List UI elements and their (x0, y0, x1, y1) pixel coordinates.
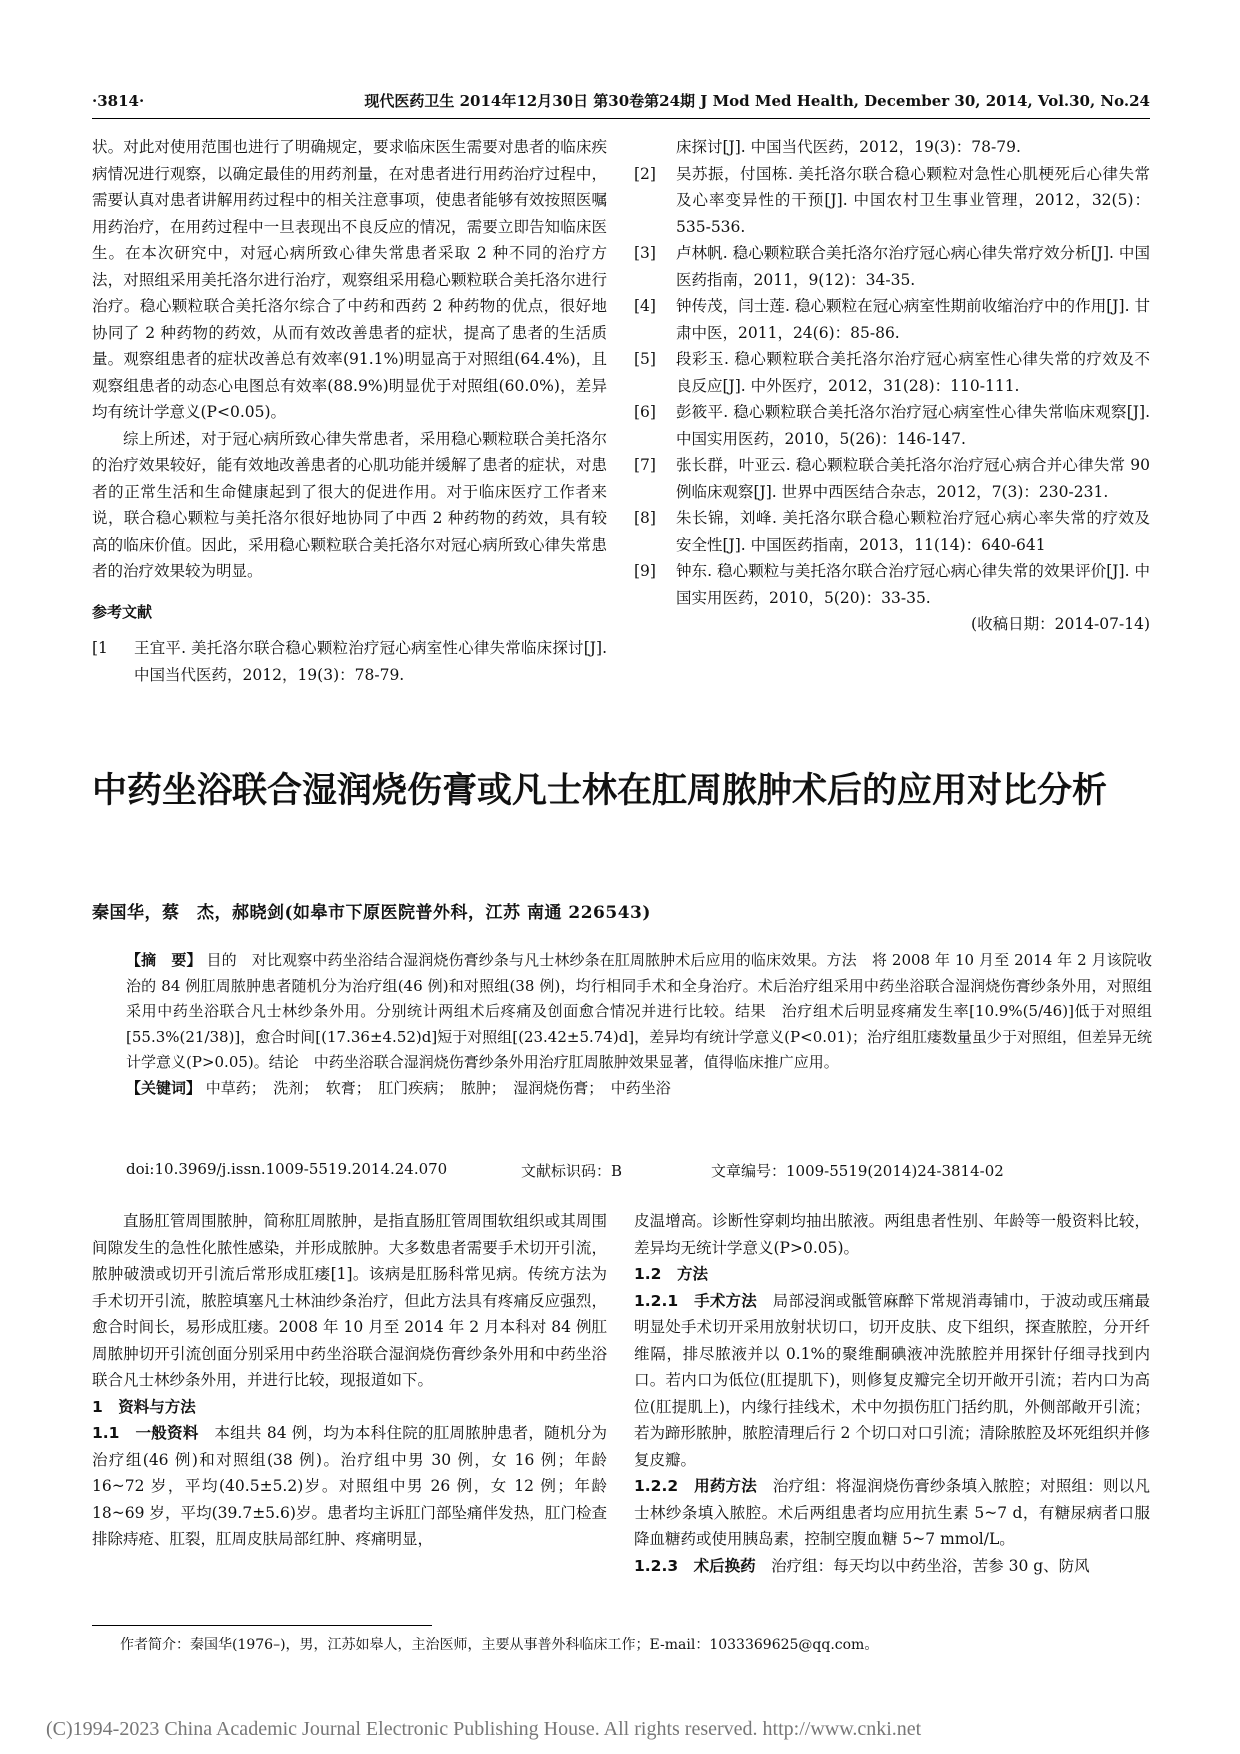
reference-text: 彭筱平. 稳心颗粒联合美托洛尔治疗冠心病室性心律失常临床观察[J]. 中国实用医药，2010，5(26)：146-147. (676, 403, 1150, 448)
reference-item (634, 452, 1150, 505)
document-code: 文献标识码：B (521, 1162, 623, 1180)
reference-number: [7] (634, 456, 656, 474)
reference-item (634, 399, 1150, 452)
reference-number: [3] (634, 244, 656, 262)
author-footnote: 作者简介：秦国华(1976–)，男，江苏如皋人，主治医师，主要从事普外科临床工作；E-mail：1033369625@qq.com。 (120, 1637, 879, 1653)
reference-text: 吴苏振，付国栋. 美托洛尔联合稳心颗粒对急性心肌梗死后心律失常及心率变异性的干预[J]. 中国农村卫生事业管理，2012，32(5)：535-536. (676, 164, 1150, 236)
reference-text: 钟传茂，闫士莲. 稳心颗粒在冠心病室性期前收缩治疗中的作用[J]. 甘肃中医，2011，24(6)：85-86. (676, 297, 1150, 342)
paragraph: 综上所述，对于冠心病所致心律失常患者，采用稳心颗粒联合美托洛尔的治疗效果较好，能有效地改善患者的心肌功能并缓解了患者的症状，对患者的正常生活和生命健康起到了很大的促进作用。对于临床医疗工作者来说，联合稳心颗粒与美托洛尔很好地协同了中西 2 种药物的药效，具有较高的临床价值。因此，采用稳心颗粒联合美托洛尔对冠心病所致心律失常患者的治疗效果较为明显。 (92, 429, 607, 580)
received-date: (收稿日期：2014-07-14) (971, 615, 1150, 633)
reference-item (634, 558, 1150, 611)
body-paragraph (634, 1473, 1150, 1553)
body-paragraph (634, 1553, 1150, 1580)
reference-number: [6] (634, 403, 656, 421)
reference-item-continued (634, 134, 1150, 161)
reference-text: 钟东. 稳心颗粒与美托洛尔联合治疗冠心病心律失常的效果评价[J]. 中国实用医药，2010，5(20)：33-35. (676, 562, 1150, 607)
reference-item (634, 346, 1150, 399)
subsection-heading: 1.2.2 用药方法 (634, 1477, 757, 1495)
article-body-left-column (92, 1208, 607, 1553)
keywords-text: 中草药； 洗剂； 软膏； 肛门疾病； 脓肿； 湿润烧伤膏； 中药坐浴 (205, 1078, 671, 1097)
reference-text: 朱长锦，刘峰. 美托洛尔联合稳心颗粒治疗冠心病心率失常的疗效及安全性[J]. 中国医药指南，2013，11(14)：640-641 (676, 509, 1150, 554)
subsection-heading: 1.1 一般资料 (92, 1424, 199, 1442)
reference-number: [4] (634, 297, 656, 315)
paragraph-text: 治疗组：将湿润烧伤膏纱条填入脓腔；对照组：则以凡士林纱条填入脓腔。术后两组患者均应用抗生素 5~7 d，有糖尿病者口服降血糖药或使用胰岛素，控制空腹血糖 5~7 mmol/L。 (634, 1477, 1150, 1548)
paragraph-text: 本组共 84 例，均为本科住院的肛周脓肿患者，随机分为治疗组(46 例)和对照组(38 例)。治疗组中男 30 例，女 16 例；年龄 16~72 岁，平均(40.5±5.2)岁。对照组中男 26 例，女 12 例；年龄 18~69 岁，平均(39.7±5.6)岁。患者均主诉肛门部坠痛伴发热，肛门检查排除痔疮、肛裂，肛周皮肤局部红肿、疼痛明显， (92, 1424, 607, 1548)
article-body-right-column (634, 1208, 1150, 1579)
paragraph-text: 直肠肛管周围脓肿，简称肛周脓肿，是指直肠肛管周围软组织或其周围间隙发生的急性化脓性感染，并形成脓肿。大多数患者需要手术切开引流，脓肿破溃或切开引流后常形成肛瘘[1]。该病是肛肠科常见病。传统方法为手术切开引流，脓腔填塞凡士林油纱条治疗，但此方法具有疼痛反应强烈，愈合时间长，易形成肛瘘。2008 年 10 月至 2014 年 2 月本科对 84 例肛周脓肿切开引流创面分别采用中药坐浴联合湿润烧伤膏纱条外用和中药坐浴联合凡士林纱条外用，并进行比较，现报道如下。 (92, 1212, 607, 1389)
abstract-text: 目的 对比观察中药坐浴结合湿润烧伤膏纱条与凡士林纱条在肛周脓肿术后应用的临床效果。方法 将 2008 年 10 月至 2014 年 2 月该院收治的 84 例肛周脓肿患者随机分为治疗组(46 例)和对照组(38 例)，均行相同手术和全身治疗。术后治疗组采用中药坐浴联合湿润烧伤膏纱条外用，对照组采用中药坐浴联合凡士林纱条外用。分别统计两组术后疼痛及创面愈合情况并进行比较。结果 治疗组术后明显疼痛发生率[10.9%(5/46)]低于对照组[55.3%(21/38)]，愈合时间[(17.36±4.52)d]短于对照组[(23.42±5.74)d]，差异均有统计学意义(P<0.01)；治疗组肛瘘数量虽少于对照组，但差异无统计学意义(P>0.05)。结论 中药坐浴联合湿润烧伤膏纱条外用治疗肛周脓肿效果显著，值得临床推广应用。 (126, 951, 1152, 1071)
article-identifiers (126, 1160, 1152, 1181)
section-heading: 1 资料与方法 (92, 1397, 196, 1416)
reference-number: [2] (634, 164, 656, 183)
article-authors: 秦国华，蔡 杰，郝晓剑(如皋市下原医院普外科，江苏 南通 226543) (92, 903, 651, 923)
subsection-heading: 1.2.1 手术方法 (634, 1291, 757, 1310)
body-paragraph (634, 1288, 1150, 1474)
reference-list (634, 161, 1150, 612)
body-paragraph (634, 1208, 1150, 1261)
reference-number: [1 (92, 639, 108, 657)
article-title: 中药坐浴联合湿润烧伤膏或凡士林在肛周脓肿术后的应用对比分析 (92, 771, 1108, 811)
reference-text: 王宜平. 美托洛尔联合稳心颗粒治疗冠心病室性心律失常临床探讨[J]. 中国当代医药，2012，19(3)：78-79. (134, 639, 607, 684)
body-paragraph (92, 1420, 607, 1553)
reference-item (634, 240, 1150, 293)
reference-text: 段彩玉. 稳心颗粒联合美托洛尔治疗冠心病室性心律失常的疗效及不良反应[J]. 中外医疗，2012，31(28)：110-111. (676, 350, 1150, 395)
subsection-heading: 1.2.3 术后换药 (634, 1556, 756, 1575)
doi: doi:10.3969/j.issn.1009-5519.2014.24.070 (126, 1160, 448, 1178)
reference-number: [8] (634, 509, 656, 527)
reference-text: 卢林帆. 稳心颗粒联合美托洛尔治疗冠心病心律失常疗效分析[J]. 中国医药指南，2011，9(12)：34-35. (676, 244, 1150, 289)
reference-text: 张长群，叶亚云. 稳心颗粒联合美托洛尔治疗冠心病合并心律失常 90 例临床观察[J]. 世界中西医结合杂志，2012，7(3)：230-231. (676, 456, 1150, 501)
journal-header: 现代医药卫生 2014年12月30日 第30卷第24期 J Mod Med Health, December 30, 2014, Vol.30, No.24 (364, 92, 1150, 110)
reference-number: [5] (634, 350, 656, 368)
abstract-label: 【摘 要】 (126, 951, 202, 969)
paragraph-text: 局部浸润或骶管麻醉下常规消毒铺巾，于波动或压痛最明显处手术切开采用放射状切口，切开皮肤、皮下组织，探查脓腔，分开纤维隔，排尽脓液并以 0.1%的聚维酮碘液冲洗脓腔并用探针仔细寻找到内口。若内口为低位(肛提肌下)，则修复皮瓣完全切开敞开引流；若内口为高位(肛提肌上)，内缘行挂线术，术中勿损伤肛门括约肌，外侧部敞开引流；若为蹄形脓肿，脓腔清理后行 2 个切口对口引流；清除脓腔及坏死组织并修复皮瓣。 (634, 1291, 1150, 1469)
section-heading: 1.2 方法 (634, 1265, 708, 1283)
paragraph-text: 治疗组：每天均以中药坐浴，苦参 30 g、防风 (771, 1556, 1090, 1575)
reference-text-continued: 床探讨[J]. 中国当代医药，2012，19(3)：78-79. (676, 138, 1021, 156)
reference-item (634, 505, 1150, 558)
reference-number: [9] (634, 562, 656, 580)
copyright-watermark: (C)1994-2023 China Academic Journal Electronic Publishing House. All rights reserved. http://www.cnki.net (46, 1718, 922, 1740)
reference-item (634, 161, 1150, 241)
page-number: ·3814· (92, 92, 145, 110)
paragraph: 状。对此对使用范围也进行了明确规定，要求临床医生需要对患者的临床疾病情况进行观察，以确定最佳的用药剂量，在对患者进行用药治疗过程中，需要认真对患者讲解用药过程中的相关注意事项，使患者能够有效按照医嘱用药治疗，在用药过程中一旦表现出不良反应的情况，需要立即告知临床医生。在本次研究中，对冠心病所致心律失常患者采取 2 种不同的治疗方法，对照组采用美托洛尔进行治疗，观察组采用稳心颗粒联合美托洛尔进行治疗。稳心颗粒联合美托洛尔综合了中药和西药 2 种药物的优点，很好地协同了 2 种药物的药效，从而有效改善患者的症状，提高了患者的生活质量。观察组患者的症状改善总有效率(91.1%)明显高于对照组(64.4%)，且观察组患者的动态心电图总有效率(88.9%)明显优于对照组(60.0%)，差异均有统计学意义(P<0.05)。 (92, 138, 607, 421)
header-rule (92, 118, 1150, 119)
reference-item (634, 293, 1150, 346)
abstract-block (126, 948, 1152, 1101)
body-paragraph (92, 1208, 607, 1394)
article-number: 文章编号：1009-5519(2014)24-3814-02 (711, 1162, 1004, 1180)
abstract (126, 948, 1152, 1076)
previous-article-left-column (92, 134, 607, 684)
reference-item (92, 635, 607, 684)
footnote-rule (92, 1625, 432, 1626)
keywords (126, 1076, 1152, 1102)
references-heading: 参考文献 (92, 602, 153, 621)
previous-article-right-column (634, 134, 1150, 638)
paragraph-text: 皮温增高。诊断性穿刺均抽出脓液。两组患者性别、年龄等一般资料比较，差异均无统计学意义(P>0.05)。 (634, 1212, 1150, 1257)
keywords-label: 【关键词】 (126, 1078, 202, 1097)
